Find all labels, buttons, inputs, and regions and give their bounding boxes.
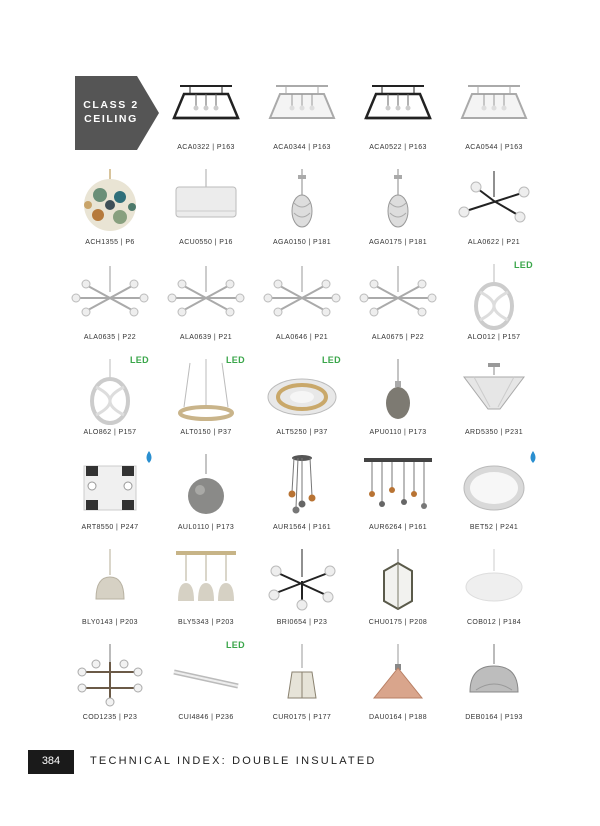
- product-item: [64, 262, 156, 357]
- lantern-bar-chrome-icon: [256, 72, 348, 144]
- product-item: [352, 357, 444, 452]
- drum-shade-icon: [160, 167, 252, 239]
- led-badge: LED: [226, 640, 245, 650]
- copper-cone-icon: [352, 642, 444, 714]
- product-row: [64, 262, 544, 357]
- product-code: COD1235 | P23: [82, 714, 138, 721]
- product-code: ALA0675 | P22: [371, 334, 425, 341]
- product-code: ALA0646 | P21: [275, 334, 329, 341]
- product-item: [448, 547, 540, 642]
- lantern-bar-black-5-icon: [352, 72, 444, 144]
- product-item: [352, 452, 444, 547]
- crystal-ring-icon: [160, 357, 252, 429]
- sputnik-flat-icon: [64, 262, 156, 334]
- cage-pendant-icon: [256, 642, 348, 714]
- cluster-pendant-icon: [256, 452, 348, 524]
- product-code: CUR0175 | P177: [272, 714, 332, 721]
- product-item: [352, 642, 444, 737]
- product-code: ALT5250 | P37: [276, 429, 328, 436]
- product-item: [256, 167, 348, 262]
- product-code: ACA0544 | P163: [465, 144, 523, 151]
- product-item: [352, 72, 444, 167]
- product-item: [64, 547, 156, 642]
- led-ribbon-icon: [64, 357, 156, 429]
- product-item: [160, 167, 252, 262]
- product-code: DAU0164 | P188: [368, 714, 427, 721]
- product-code: AGA0150 | P181: [272, 239, 331, 246]
- bulb-cluster-icon: [64, 642, 156, 714]
- product-item: [448, 452, 540, 547]
- product-item: [160, 262, 252, 357]
- dome-pendant-icon: [64, 547, 156, 619]
- product-code: ARD5350 | P231: [464, 429, 523, 436]
- product-item: [160, 72, 252, 167]
- product-code: ALO862 | P157: [83, 429, 137, 436]
- white-shade-icon: [448, 547, 540, 619]
- product-item: [160, 357, 252, 452]
- product-code: BET52 | P241: [469, 524, 519, 531]
- dome-bar-icon: [160, 547, 252, 619]
- agate-sphere-icon: [64, 167, 156, 239]
- product-item: [64, 167, 156, 262]
- product-row: [64, 452, 544, 547]
- product-code: DEB0164 | P193: [465, 714, 523, 721]
- glass-pendant-icon: [352, 167, 444, 239]
- product-code: AUL0110 | P173: [177, 524, 235, 531]
- product-code: AGA0175 | P181: [368, 239, 427, 246]
- product-item: [160, 642, 252, 737]
- product-row: [64, 547, 544, 642]
- sputnik-flat-icon: [256, 262, 348, 334]
- empty-cell: [64, 72, 156, 167]
- led-badge: LED: [130, 355, 149, 365]
- product-item: [256, 642, 348, 737]
- smoked-globe-icon: [160, 452, 252, 524]
- water-drop-icon: [144, 450, 154, 462]
- product-code: ACA0322 | P163: [177, 144, 235, 151]
- product-code: AUR1564 | P161: [272, 524, 331, 531]
- product-item: [160, 547, 252, 642]
- industrial-dome-icon: [448, 642, 540, 714]
- product-row: [64, 642, 544, 737]
- product-item: [256, 452, 348, 547]
- product-item: [448, 72, 540, 167]
- led-badge: LED: [226, 355, 245, 365]
- product-item: [352, 547, 444, 642]
- led-bar-icon: [160, 642, 252, 714]
- product-code: BRI0654 | P23: [276, 619, 328, 626]
- crystal-flush-icon: [256, 357, 348, 429]
- lantern-bar-black-icon: [160, 72, 252, 144]
- product-item: [448, 262, 540, 357]
- product-item: [448, 642, 540, 737]
- page-number-box: [28, 750, 74, 774]
- product-item: [352, 262, 444, 357]
- product-code: ACA0522 | P163: [369, 144, 427, 151]
- sputnik-flat-icon: [352, 262, 444, 334]
- product-row: [64, 357, 544, 452]
- product-code: COB012 | P184: [466, 619, 522, 626]
- product-item: [256, 262, 348, 357]
- product-code: ALA0622 | P21: [467, 239, 521, 246]
- product-code: CUI4846 | P236: [178, 714, 234, 721]
- product-item: [160, 452, 252, 547]
- product-item: [448, 357, 540, 452]
- product-code: APU0110 | P173: [369, 429, 427, 436]
- product-code: ART8550 | P247: [81, 524, 139, 531]
- product-item: [448, 167, 540, 262]
- product-grid: [64, 72, 544, 737]
- product-code: ALA0639 | P21: [179, 334, 233, 341]
- product-item: [256, 357, 348, 452]
- page-number: 384: [41, 755, 61, 767]
- hex-lantern-icon: [352, 547, 444, 619]
- crystal-bowl-icon: [448, 357, 540, 429]
- product-code: ACH1355 | P6: [85, 239, 135, 246]
- glass-pendant-icon: [256, 167, 348, 239]
- led-badge: LED: [514, 260, 533, 270]
- product-item: [64, 452, 156, 547]
- product-code: BLY5343 | P203: [178, 619, 234, 626]
- product-item: [256, 72, 348, 167]
- product-code: ACA0344 | P163: [273, 144, 331, 151]
- cluster-bar-icon: [352, 452, 444, 524]
- product-code: BLY0143 | P203: [82, 619, 138, 626]
- flush-disc-icon: [448, 452, 540, 524]
- product-code: ALO012 | P157: [467, 334, 521, 341]
- footer-title: TECHNICAL INDEX: DOUBLE INSULATED: [90, 755, 377, 767]
- section-title-line2: CEILING: [84, 113, 138, 125]
- spot-plate-icon: [64, 452, 156, 524]
- smoked-pendant-icon: [352, 357, 444, 429]
- sputnik-flat-icon: [160, 262, 252, 334]
- led-badge: LED: [322, 355, 341, 365]
- product-item: [64, 357, 156, 452]
- water-drop-icon: [528, 450, 538, 462]
- led-ribbon-icon: [448, 262, 540, 334]
- product-row: [64, 167, 544, 262]
- product-code: ALT0150 | P37: [180, 429, 232, 436]
- product-code: ALA0635 | P22: [83, 334, 137, 341]
- product-item: [352, 167, 444, 262]
- sputnik-black-icon: [256, 547, 348, 619]
- product-code: AUR6264 | P161: [368, 524, 427, 531]
- product-code: ACU0550 | P16: [179, 239, 233, 246]
- sputnik-icon: [448, 167, 540, 239]
- lantern-bar-chrome-5-icon: [448, 72, 540, 144]
- product-row: [64, 72, 544, 167]
- product-item: [64, 642, 156, 737]
- product-code: CHU0175 | P208: [368, 619, 428, 626]
- section-title-line1: CLASS 2: [83, 99, 139, 111]
- product-item: [256, 547, 348, 642]
